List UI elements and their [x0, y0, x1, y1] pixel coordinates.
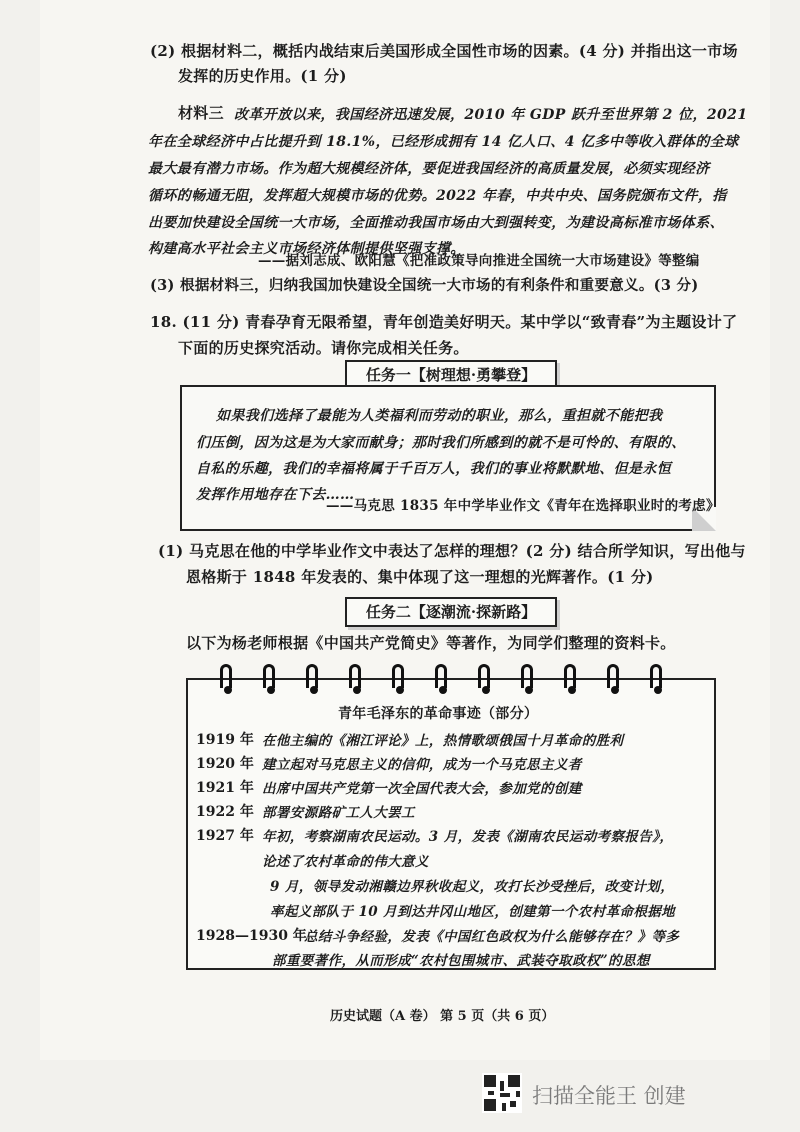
card-text: 率起义部队于 10 月到达井冈山地区，创建第一个农村革命根据地 [270, 904, 676, 920]
quote-line: 如果我们选择了最能为人类福利而劳动的职业，那么，重担就不能把我 [216, 408, 663, 424]
task2-title: 任务二【逐潮流·探新路】 [345, 597, 557, 627]
card-year: 1927 年 [196, 828, 254, 844]
card-text: 在他主编的《湘江评论》上，热情歌颂俄国十月革命的胜利 [262, 733, 624, 749]
q17-part3: (3) 根据材料三，归纳我国加快建设全国统一大市场的有利条件和重要意义。(3 分) [150, 277, 699, 294]
card-year: 1921 年 [196, 780, 254, 796]
scanner-watermark: 扫描全能王 创建 [532, 1084, 686, 1108]
card-text: 9 月，领导发动湘赣边界秋收起义，攻打长沙受挫后，改变计划， [270, 879, 675, 895]
binder-ring [349, 664, 361, 688]
quote-source: ——马克思 1835 年中学毕业作文《青年在选择职业时的考虑》 [326, 498, 720, 514]
binder-ring [263, 664, 275, 688]
material3-line: 出要加快建设全国统一大市场，全面推动我国市场由大到强转变，为建设高标准市场体系、 [148, 215, 724, 231]
binder-ring [220, 664, 232, 688]
card-year: 1920 年 [196, 756, 254, 772]
card-text: 年初，考察湖南农民运动。3 月，发表《湖南农民运动考察报告》， [262, 829, 674, 845]
card-text: 部署安源路矿工人大罢工 [262, 805, 415, 821]
material3-line: 构建高水平社会主义市场经济体制提供坚强支撑。 [148, 241, 465, 257]
binder-ring [435, 664, 447, 688]
binder-ring [392, 664, 404, 688]
material3-label: 材料三 [178, 104, 224, 122]
material3-line: 改革开放以来，我国经济迅速发展，2010 年 GDP 跃升至世界第 2 位，2021 [234, 107, 748, 123]
q18-intro-line2: 下面的历史探究活动。请你完成相关任务。 [178, 339, 469, 357]
card-text: 总结斗争经验，发表《中国红色政权为什么能够存在？》等多 [304, 929, 680, 945]
binder-ring [607, 664, 619, 688]
material3-source: ——据刘志成、欧阳慧《把准政策导向推进全国统一大市场建设》等整编 [258, 253, 700, 269]
card-text: 论述了农村革命的伟大意义 [262, 854, 429, 870]
binder-ring [478, 664, 490, 688]
material3-line: 最大最有潜力市场。作为超大规模经济体，要促进我国经济的高质量发展，必须实现经济 [148, 161, 710, 177]
binder-ring [306, 664, 318, 688]
page-footer: 历史试题（A 卷） 第 5 页（共 6 页） [330, 1009, 555, 1024]
card-text: 出席中国共产党第一次全国代表大会，参加党的创建 [262, 781, 582, 797]
material3-line: 年在全球经济中占比提升到 18.1%，已经形成拥有 14 亿人口、4 亿多中等收入群体的全球 [148, 134, 739, 150]
card-text: 部重要著作，从而形成“农村包围城市、武装夺取政权”的思想 [272, 953, 650, 969]
card-text: 建立起对马克思主义的信仰，成为一个马克思主义者 [262, 757, 582, 773]
quote-line: 们压倒，因为这是为大家而献身；那时我们所感到的就不是可怜的、有限的、 [196, 435, 686, 451]
card-year: 1919 年 [196, 732, 254, 748]
task1-title: 任务一【树理想·勇攀登】 [345, 360, 557, 390]
q18-intro-line1: 18. (11 分) 青春孕育无限希望，青年创造美好明天。某中学以“致青春”为主题设计了 [150, 313, 738, 331]
q17-part2-line2: 发挥的历史作用。(1 分) [178, 67, 347, 85]
q18-part1-line2: 恩格斯于 1848 年发表的、集中体现了这一理想的光辉著作。(1 分) [186, 568, 654, 586]
binder-ring [521, 664, 533, 688]
binder-ring [650, 664, 662, 688]
quote-line: 自私的乐趣，我们的幸福将属于千百万人，我们的事业将默默地、但是永恒 [196, 461, 672, 477]
quote-line: 发挥作用地存在下去…… [196, 487, 355, 503]
q17-part2-line1: (2) 根据材料二，概括内战结束后美国形成全国性市场的因素。(4 分) 并指出这一市场 [150, 42, 738, 60]
q18-part1-line1: (1) 马克思在他的中学毕业作文中表达了怎样的理想？(2 分) 结合所学知识，写出他与 [158, 542, 746, 560]
task2-intro: 以下为杨老师根据《中国共产党简史》等著作，为同学们整理的资料卡。 [186, 634, 676, 652]
qr-code-icon [482, 1073, 522, 1113]
card-title: 青年毛泽东的革命事迹（部分） [338, 706, 539, 722]
card-year: 1922 年 [196, 804, 254, 820]
card-year: 1928—1930 年 [196, 928, 307, 944]
binder-ring [564, 664, 576, 688]
material3-line: 循环的畅通无阻，发挥超大规模市场的优势。2022 年春，中共中央、国务院颁布文件，指 [148, 188, 727, 204]
